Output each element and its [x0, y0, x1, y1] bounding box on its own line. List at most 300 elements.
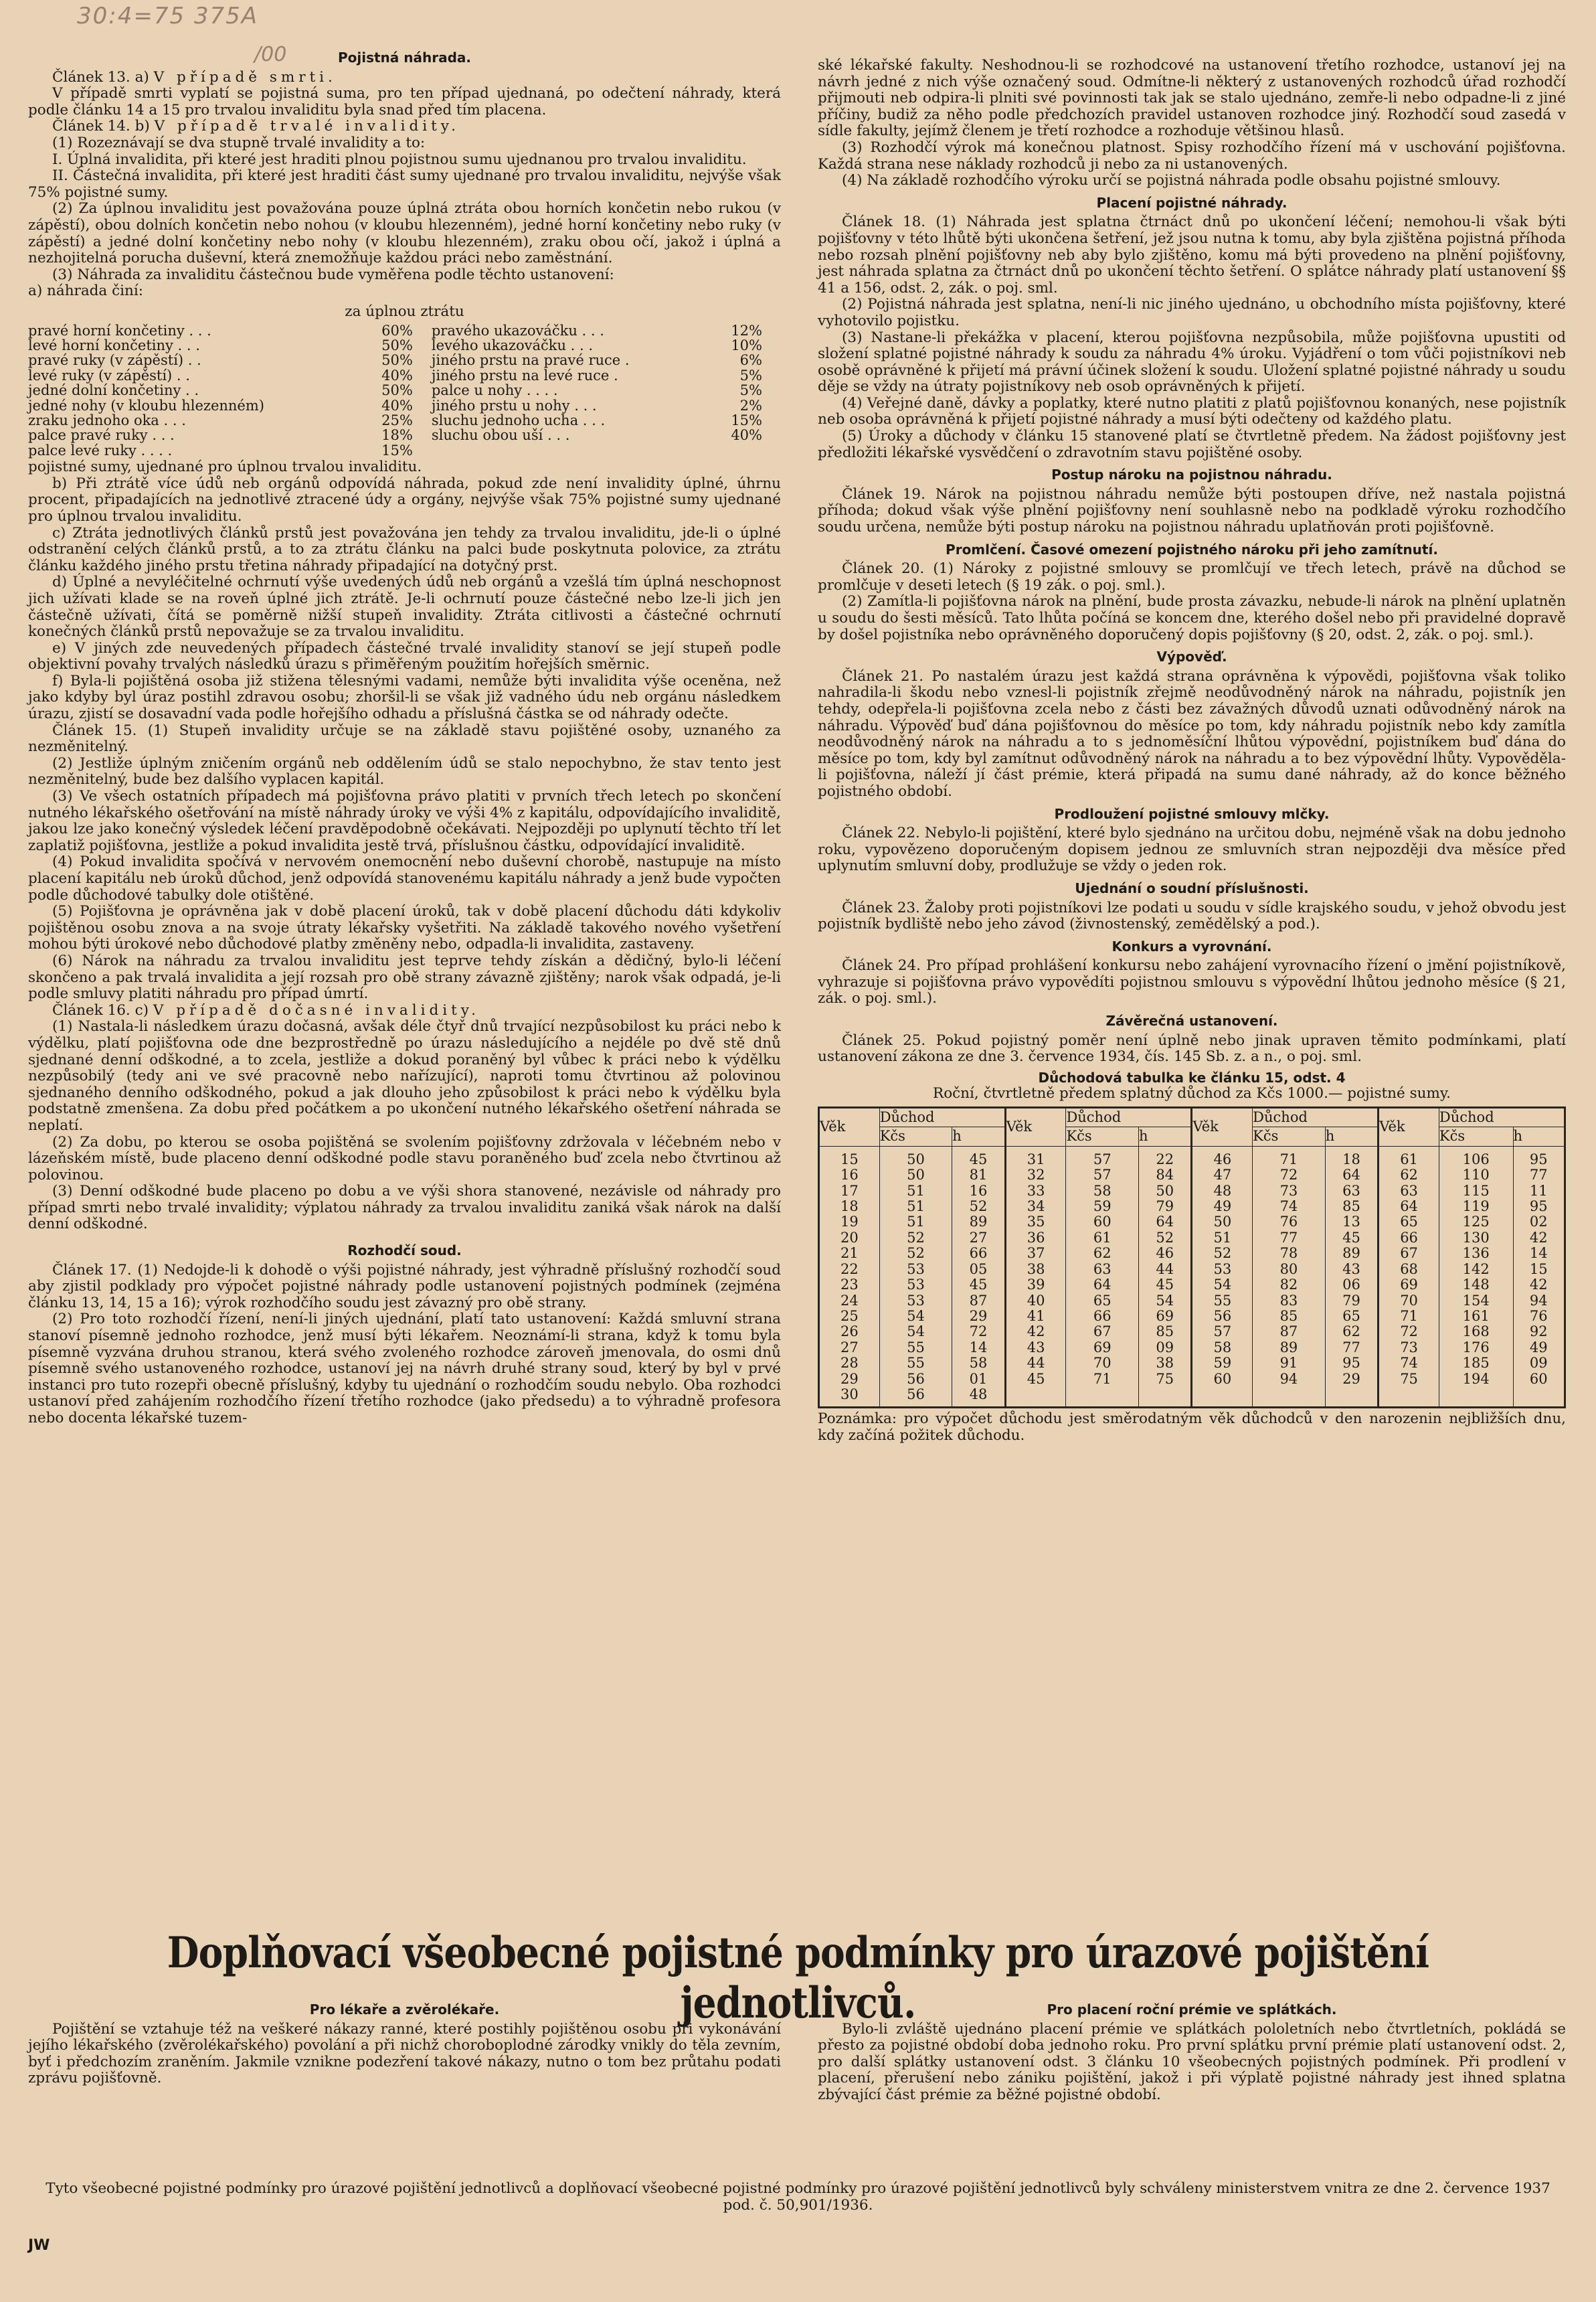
table-cell: 16 — [952, 1183, 1006, 1199]
paragraph: e) V jiných zde neuvedených případech částečné trvalé invalidity stanoví se její stupeň podle objektivní povahy trvalých následků úrazu s přiměřeným použitím hořejších směrnic. — [28, 639, 781, 673]
table-cell: 43 — [1325, 1262, 1379, 1277]
table-cell: 62 — [1379, 1167, 1439, 1183]
table-cell: 50 — [879, 1146, 952, 1167]
table-cell: 48 — [1192, 1183, 1253, 1199]
table-cell: 46 — [1192, 1146, 1253, 1167]
table-cell: 13 — [1325, 1214, 1379, 1230]
table-cell: 64 — [1138, 1214, 1192, 1230]
column-header-h: h — [1138, 1127, 1192, 1146]
table-cell: 41 — [1005, 1309, 1066, 1324]
table-cell: 51 — [879, 1199, 952, 1214]
section-heading: Pro placení roční prémie ve splátkách. — [1047, 2001, 1337, 2018]
table-cell: 22 — [1138, 1146, 1192, 1167]
table-cell: 57 — [1192, 1324, 1253, 1339]
table-cell — [1066, 1387, 1139, 1408]
table-cell: 161 — [1439, 1309, 1513, 1324]
table-cell: 94 — [1253, 1372, 1326, 1387]
section-heading: Pojistná náhrada. — [337, 50, 471, 66]
article-19: Článek 19. Nárok na pojistnou náhradu nemůže býti postoupen dříve, než nastala pojistná příhoda; dokud však výše plnění pojišťovny není souhlasně nebo na podkladě výroku rozhodčího soudu určena, nemůže býti postup nároku na pojistnou náhradu uplatňován proti pojišťovně. — [818, 485, 1566, 536]
table-cell: 54 — [879, 1324, 952, 1339]
paragraph: (4) Pokud invalidita spočívá v nervovém onemocnění nebo duševní chorobě, nastupuje na místo placení kapitálu neb úroků důchod, jenž odpovídá stanovenému kapitálu náhrady a jenž bude vypočten podle důchodové tabulky dole otištěné. — [28, 853, 781, 904]
table-cell: 44 — [1005, 1355, 1066, 1371]
table-cell: 24 — [819, 1293, 880, 1309]
table-cell: 69 — [1066, 1340, 1139, 1355]
table-cell: 45 — [1138, 1277, 1192, 1293]
table-cell: 14 — [952, 1340, 1006, 1355]
table-cell: 52 — [1138, 1230, 1192, 1246]
table-row: palce pravé ruky . . . 18% sluchu obou uší . . . 40% — [28, 427, 762, 444]
table-cell: 72 — [1379, 1324, 1439, 1339]
paragraph: (1) Nastala-li následkem úrazu dočasná, avšak déle čtyř dnů trvající nezpůsobilost ku práci nebo k výdělku, platí pojišťovna ode dne bezprostředně po úrazu následujícího a nejdéle po dvě stě dnů sjednané denní odškodné, a to zcela, jestliže a dokud poraněný byl vůbec k práci nebo k výdělku nezpůsobilý (tedy ani ve své pracovně nebo nařízující), naproti tomu čtvrtinou až polovinou sjednaného denního odškodného, pokud a jak dlouho jeho způsobilost k práci nebo k výdělku byla podstatně zmenšena. Za dobu před počátkem a po ukončení nutného lékařského ošetření náhrada se neplatí. — [28, 1018, 781, 1134]
table-cell: 36 — [1005, 1230, 1066, 1246]
right-column — [818, 58, 1566, 1445]
table-cell — [1513, 1387, 1565, 1408]
table-cell: 45 — [1325, 1230, 1379, 1246]
column-header-h: h — [1325, 1127, 1379, 1146]
table-cell: 67 — [1379, 1246, 1439, 1261]
table-cell: 20 — [819, 1230, 880, 1246]
table-cell: 22 — [819, 1262, 880, 1277]
table-cell: 168 — [1439, 1324, 1513, 1339]
table-row — [819, 1387, 1565, 1408]
paragraph: a) náhrada činí: — [28, 282, 143, 300]
table-cell: 54 — [1138, 1293, 1192, 1309]
column-header-age: Věk — [1379, 1108, 1439, 1147]
table-cell: 09 — [1513, 1355, 1565, 1371]
table-row — [819, 1146, 1565, 1167]
paragraph: Bylo-li zvláště ujednáno placení prémie ve splátkách pololetních nebo čtvrtletních, pokládá se přesto za pojistné období doba jednoho roku. Pro první splátku první prémie platí ustanovení odst. 2, pro další splátky ustanovení odst. 3 článku 10 všeobecných pojistných podmínek. Při prodlení v placení, přerušení nebo zániku pojištění, jakož i při výplatě pojistné náhrady jest ihned splatna zbývající část prémie za běžné pojistné období. — [818, 2020, 1566, 2103]
table-cell — [1138, 1387, 1192, 1408]
approval-footer: Tyto všeobecné pojistné podmínky pro úrazové pojištění jednotlivců a doplňovací všeobecné pojistné podmínky pro úrazové pojištění jednotlivců byly schváleny ministerstvem vnitra ze dne 2. července 1937 pod. č. 50,901/1936. — [46, 2180, 1550, 2214]
table-cell: 77 — [1325, 1340, 1379, 1355]
table-row — [819, 1324, 1565, 1339]
table-cell: 53 — [879, 1293, 952, 1309]
annuity-table-subtitle: Roční, čtvrtletně předem splatný důchod za Kčs 1000.— pojistné sumy. — [933, 1085, 1451, 1102]
table-cell: 38 — [1005, 1262, 1066, 1277]
table-cell: 69 — [1138, 1309, 1192, 1324]
table-cell: 60 — [1066, 1214, 1139, 1230]
article-24: Článek 24. Pro případ prohlášení konkursu nebo zahájení vyrovnacího řízení o jmění pojistníkově, vyhrazuje si pojišťovna právo vypovědíti pojistnou smlouvu s výpovědní lhůtou jednoho měsíce (§ 21, zák. o poj. sml.). — [818, 957, 1566, 1007]
table-cell: 53 — [879, 1277, 952, 1293]
table-cell: 58 — [1066, 1183, 1139, 1199]
table-cell: 74 — [1379, 1355, 1439, 1371]
table-cell: 63 — [1066, 1262, 1139, 1277]
article-21: Článek 21. Po nastalém úrazu jest každá strana oprávněna k výpovědi, pojišťovna však toliko nahradila-li škodu nebo vznesl-li pojistník zřejmě neodůvodněný nárok na náhradu, pojistník jen tehdy, odepřela-li pojišťovna zcela nebo z části bez závažných důvodů uznati odůvodněný nárok na náhradu. Výpověď buď dána pojišťovnou do měsíce po tom, kdy náhradu pojistník nebo kdy zamítla neodůvodněný nárok na náhradu a to s jednoměsíční lhůtou výpovědní, pojistníkem buď dána do měsíce po tom, kdy byl zamítnut odůvodněný nárok na náhradu a to bez výpovědní lhůty. Vypověděla-li pojišťovna, náleží jí část prémie, která připadá na sumu dané náhrady, až do konce běžného pojistného období. — [818, 667, 1566, 800]
table-cell: 58 — [952, 1355, 1006, 1371]
table-row: jedné dolní končetiny . . 50% palce u nohy . . . . 5% — [28, 382, 762, 399]
table-cell: 52 — [952, 1199, 1006, 1214]
column-header-annuity: Důchod — [1253, 1108, 1379, 1127]
table-cell: 43 — [1005, 1340, 1066, 1355]
table-cell: 52 — [879, 1246, 952, 1261]
table-cell: 92 — [1513, 1324, 1565, 1339]
table-cell: 71 — [1253, 1146, 1326, 1167]
table-cell: 45 — [952, 1277, 1006, 1293]
table-cell: 77 — [1513, 1167, 1565, 1183]
table-cell: 66 — [1379, 1230, 1439, 1246]
table-row — [819, 1293, 1565, 1309]
table-cell: 154 — [1439, 1293, 1513, 1309]
table-cell: 14 — [1513, 1246, 1565, 1261]
table-cell: 47 — [1192, 1167, 1253, 1183]
table-cell: 69 — [1379, 1277, 1439, 1293]
article-14: Článek 14. b) V případě trvalé invalidity. — [52, 118, 460, 135]
paragraph: d) Úplné a nevyléčitelné ochrnutí výše uvedených údů neb orgánů a vzešlá tím úplná neschopnost jich užívati klade se na roveň úplné jich ztrátě. Je-li ochrnutí pouze částečné nebo lze-li jich jen částečně užívati, čítá se poměrně nižší stupeň invalidity. Ztráta citlivosti a částečné ochrnutí konečných článků prstů nepovažuje se za trvalou invaliditu. — [28, 574, 781, 641]
table-row: zraku jednoho oka . . . 25% sluchu jednoho ucha . . . 15% — [28, 412, 762, 428]
table-cell: 74 — [1253, 1199, 1326, 1214]
table-cell: 115 — [1439, 1183, 1513, 1199]
table-cell: 53 — [879, 1262, 952, 1277]
table-cell: 51 — [879, 1183, 952, 1199]
paragraph: (2) Zamítla-li pojišťovna nárok na plnění, bude prosta závazku, nebude-li nárok na plnění uplatněn u soudu do šesti měsíců. Tato lhůta počíná se koncem dne, kterého došel nebo při pravidelné dopravě by došel pojistníka nebo oprávněného doporučený dopis pojišťovny (§ 20, odst. 2, zák. o poj. sml.). — [818, 593, 1566, 643]
table-cell: 67 — [1066, 1324, 1139, 1339]
table-cell: 40 — [1005, 1293, 1066, 1309]
table-cell: 60 — [1513, 1372, 1565, 1387]
table-row — [819, 1262, 1565, 1277]
annuity-table-title: Důchodová tabulka ke článku 15, odst. 4 — [1038, 1069, 1346, 1086]
article-25: Článek 25. Pokud pojistný poměr není úplně nebo jinak upraven těmito podmínkami, platí ustanovení zákona ze dne 3. července 1934, čís. 145 Sb. z. a n., o poj. sml. — [818, 1032, 1566, 1066]
annuity-table — [818, 1106, 1566, 1408]
table-cell: 33 — [1005, 1183, 1066, 1199]
table-cell: 45 — [952, 1146, 1006, 1167]
paragraph: (4) Veřejné daně, dávky a poplatky, které nutno platiti z platů pojišťovnou konaných, nese pojistník neb osoba oprávněná k přijetí pojistné náhrady a musí býti odečteny od každého platu. — [818, 394, 1566, 428]
column-header-annuity: Důchod — [1066, 1108, 1192, 1127]
table-cell: 46 — [1138, 1246, 1192, 1261]
table-cell: 89 — [1325, 1246, 1379, 1261]
table-cell: 29 — [1325, 1372, 1379, 1387]
table-cell: 87 — [1253, 1324, 1326, 1339]
table-cell: 52 — [879, 1230, 952, 1246]
table-row — [819, 1277, 1565, 1293]
supplement-right — [818, 1996, 1566, 2104]
section-heading: Konkurs a vyrovnání. — [1112, 938, 1272, 955]
table-cell: 85 — [1253, 1309, 1326, 1324]
table-cell: 54 — [1192, 1277, 1253, 1293]
table-row — [819, 1183, 1565, 1199]
table-cell: 61 — [1379, 1146, 1439, 1167]
table-cell: 75 — [1138, 1372, 1192, 1387]
table-cell: 83 — [1253, 1293, 1326, 1309]
table-cell: 60 — [1192, 1372, 1253, 1387]
table-cell: 50 — [1192, 1214, 1253, 1230]
table-cell: 176 — [1439, 1340, 1513, 1355]
table-cell: 27 — [819, 1340, 880, 1355]
table-row: jedné nohy (v kloubu hlezenném) 40% jiného prstu u nohy . . . 2% — [28, 397, 762, 414]
supplement-title: Doplňovací všeobecné pojistné podmínky pro úrazové pojištění jednotlivců. — [167, 1928, 1429, 2028]
column-header-kcs: Kčs — [1253, 1127, 1326, 1146]
table-cell: 09 — [1138, 1340, 1192, 1355]
section-heading: Placení pojistné náhrady. — [1096, 194, 1288, 211]
table-cell: 17 — [819, 1183, 880, 1199]
column-header-age: Věk — [1005, 1108, 1066, 1147]
table-cell: 61 — [1066, 1230, 1139, 1246]
table-cell: 64 — [1325, 1167, 1379, 1183]
table-cell: 53 — [1192, 1262, 1253, 1277]
table-cell: 85 — [1325, 1199, 1379, 1214]
table-cell: 38 — [1138, 1355, 1192, 1371]
table-cell: 62 — [1325, 1324, 1379, 1339]
table-cell: 56 — [879, 1387, 952, 1408]
article-20: Článek 20. (1) Nároky z pojistné smlouvy se promlčují ve třech letech, právě na důchod se promlčuje v deseti letech (§ 19 zák. o poj. sml.). — [818, 560, 1566, 594]
paragraph: (3) Denní odškodné bude placeno po dobu a ve výši shora stanovené, nezávisle od náhrady pro případ smrti nebo trvalé invalidity; výplatou náhrady za trvalou invaliditu zaniká však nárok na další denní odškodné. — [28, 1183, 781, 1233]
table-cell — [1439, 1387, 1513, 1408]
paragraph: (2) Jestliže úplným zničením orgánů neb oddělením údů se stalo nepochybno, že stav tento jest nezměnitelný, bude bez dalšího vyplacen kapitál. — [28, 754, 781, 789]
table-cell: 77 — [1253, 1230, 1326, 1246]
table-row — [819, 1372, 1565, 1387]
table-cell: 59 — [1192, 1355, 1253, 1371]
table-cell — [1253, 1387, 1326, 1408]
table-cell: 65 — [1379, 1214, 1439, 1230]
section-heading: Závěrečná ustanovení. — [1105, 1013, 1278, 1030]
table-row — [819, 1214, 1565, 1230]
table-cell: 19 — [819, 1214, 880, 1230]
table-cell: 49 — [1513, 1340, 1565, 1355]
section-heading: Rozhodčí soud. — [347, 1242, 462, 1259]
paragraph: I. Úplná invalidita, při které jest hraditi plnou pojistnou sumu ujednanou pro trvalou invaliditu. — [52, 151, 747, 168]
table-row: palce levé ruky . . . . 15% — [28, 442, 413, 459]
table-cell: 63 — [1379, 1183, 1439, 1199]
table-cell: 15 — [1513, 1262, 1565, 1277]
table-cell: 148 — [1439, 1277, 1513, 1293]
table-cell: 71 — [1379, 1309, 1439, 1324]
column-header-age: Věk — [819, 1108, 880, 1147]
table-cell: 62 — [1066, 1246, 1139, 1261]
paragraph: (3) Ve všech ostatních případech má pojišťovna právo platiti v prvních třech letech po skončení nutného lékařského ošetřování na místě náhrady úroky ve výši 4% z kapitálu, odpovídajícího invaliditě, jakou lze jako konečný výsledek léčení pravděpodobně očekávati. Nejpozději po uplynutí těchto tří let zaplatiž pojišťovna, jestliže a pokud invalidita jestě trvá, příslušnou částku, odpovídající invaliditě. — [28, 788, 781, 854]
column-header-annuity: Důchod — [879, 1108, 1005, 1127]
paragraph: f) Byla-li pojištěná osoba již stižena tělesnými vadami, nemůže býti invalidita výše oceněna, než jako kdyby byl úraz postihl zdravou osobu; zhoršil-li se však již vadného údu neb orgánu následkem úrazu, zjistí se dosavadní vada podle hořejšího odhadu a příslušná částka se od náhrady odečte. — [28, 672, 781, 723]
table-cell: 52 — [1192, 1246, 1253, 1261]
table-cell: 18 — [819, 1199, 880, 1214]
table-cell: 55 — [879, 1340, 952, 1355]
table-cell — [1192, 1387, 1253, 1408]
paragraph: (3) Nastane-li překážka v placení, kterou pojišťovna nezpůsobila, může pojišťovna upustiti od složení splatné pojistné náhrady k soudu za náhradu 4% úroku. Vyjádření o tom vůči pojistníkovi neb osobě oprávněné k přijetí má právní účinek složení k soudu. Uložení splatné pojistné náhrady u soudu děje se vždy na útraty pojistníkovy neb osob oprávněných k přijetí. — [818, 329, 1566, 396]
table-cell: 16 — [819, 1167, 880, 1183]
table-cell: 66 — [1066, 1309, 1139, 1324]
section-heading: Ujednání o soudní příslušnosti. — [1075, 880, 1309, 896]
table-cell: 194 — [1439, 1372, 1513, 1387]
table-cell: 37 — [1005, 1246, 1066, 1261]
table-cell: 76 — [1253, 1214, 1326, 1230]
article-15: Článek 15. (1) Stupeň invalidity určuje se na základě stavu pojištěné osoby, uznaného za nezměnitelný. — [28, 722, 781, 756]
paragraph: (4) Na základě rozhodčího výroku určí se pojistná náhrada podle obsahu pojistné smlouvy. — [842, 172, 1501, 189]
table-cell: 25 — [819, 1309, 880, 1324]
table-cell: 136 — [1439, 1246, 1513, 1261]
table-cell: 64 — [1066, 1277, 1139, 1293]
table-cell: 58 — [1192, 1340, 1253, 1355]
table-cell: 75 — [1379, 1372, 1439, 1387]
table-cell: 130 — [1439, 1230, 1513, 1246]
table-cell: 56 — [1192, 1309, 1253, 1324]
table-cell: 28 — [819, 1355, 880, 1371]
table-cell: 01 — [952, 1372, 1006, 1387]
table-row: pravé ruky (v zápěstí) . . 50% jiného prstu na pravé ruce . 6% — [28, 352, 762, 369]
table-cell: 29 — [819, 1372, 880, 1387]
table-cell: 39 — [1005, 1277, 1066, 1293]
table-cell: 30 — [819, 1387, 880, 1408]
table-cell: 66 — [952, 1246, 1006, 1261]
table-row — [819, 1167, 1565, 1183]
table-cell: 56 — [879, 1372, 952, 1387]
table-cell: 110 — [1439, 1167, 1513, 1183]
table-cell: 65 — [1325, 1309, 1379, 1324]
table-row — [819, 1309, 1565, 1324]
table-cell: 42 — [1513, 1230, 1565, 1246]
table-cell: 55 — [879, 1355, 952, 1371]
table-cell: 72 — [952, 1324, 1006, 1339]
table-cell: 78 — [1253, 1246, 1326, 1261]
table-cell: 21 — [819, 1246, 880, 1261]
table-cell: 95 — [1513, 1199, 1565, 1214]
table-cell: 42 — [1513, 1277, 1565, 1293]
table-cell: 26 — [819, 1324, 880, 1339]
article-16: Článek 16. c) V případě dočasné invalidity. — [52, 1001, 480, 1019]
column-header-h: h — [952, 1127, 1006, 1146]
section-heading: Výpověď. — [1156, 649, 1227, 665]
table-cell: 89 — [1253, 1340, 1326, 1355]
table-cell: 57 — [1066, 1167, 1139, 1183]
table-cell: 02 — [1513, 1214, 1565, 1230]
paragraph: (3) Rozhodčí výrok má konečnou platnost. Spisy rozhodčího řízení má v uschování pojišťovna. Každá strana nese náklady rozhodců ji nebo za ni ustanovených. — [818, 139, 1566, 173]
column-header-kcs: Kčs — [879, 1127, 952, 1146]
table-cell: 72 — [1253, 1167, 1326, 1183]
table-cell: 50 — [1138, 1183, 1192, 1199]
paragraph: V případě smrti vyplatí se pojistná suma, pro ten případ ujednaná, po odečtení náhrady, která podle článku 14 a 15 pro trvalou invaliditu byla snad před tím placena. — [28, 85, 781, 118]
table-cell: 79 — [1325, 1293, 1379, 1309]
table-cell: 48 — [952, 1387, 1006, 1408]
table-cell: 54 — [879, 1309, 952, 1324]
table-cell: 91 — [1253, 1355, 1326, 1371]
table-cell: 79 — [1138, 1199, 1192, 1214]
section-heading: Pro lékaře a zvěrolékaře. — [309, 2001, 500, 2018]
table-cell: 84 — [1138, 1167, 1192, 1183]
table-cell: 05 — [952, 1262, 1006, 1277]
table-row — [819, 1246, 1565, 1261]
table-cell: 59 — [1066, 1199, 1139, 1214]
section-heading: Prodloužení pojistné smlouvy mlčky. — [1054, 805, 1330, 822]
paragraph: II. Částečná invalidita, při které jest hraditi část sumy ujednané pro trvalou invaliditu, nejvýše však 75% pojistné sumy. — [28, 167, 781, 201]
handwritten-note: 30:4=75 375A — [77, 3, 259, 29]
table-cell: 89 — [952, 1214, 1006, 1230]
article-22: Článek 22. Nebylo-li pojištění, které bylo sjednáno na určitou dobu, nejméně však na dobu jednoho roku, vypovězeno doporučeným dopisem jednou ze smluvních stran nejpozději dva měsíce před uplynutím smluvní doby, prodlužuje se vždy o jeden rok. — [818, 825, 1566, 875]
paragraph: (5) Pojišťovna je oprávněna jak v době placení úroků, tak v době placení důchodu dáti kdykoliv pojištěnou osobu znova a na svoje útraty lékařsky vyšetřiti. Na základě takového nového vyšetření mohou býti úrokové nebo důchodové platby změněny nebo, odpadla-li invalidita, zastaveny. — [28, 903, 781, 953]
table-cell: 71 — [1066, 1372, 1139, 1387]
table-cell: 142 — [1439, 1262, 1513, 1277]
table-row: levé ruky (v zápěstí) . . 40% jiného prstu na levé ruce . 5% — [28, 367, 762, 384]
table-cell: 106 — [1439, 1146, 1513, 1167]
invalidity-rates-table — [28, 323, 781, 459]
table-cell: 95 — [1325, 1355, 1379, 1371]
table-cell: 70 — [1379, 1293, 1439, 1309]
section-heading: Postup nároku na pojistnou náhradu. — [1051, 467, 1332, 483]
table-cell: 63 — [1325, 1183, 1379, 1199]
left-column — [28, 44, 781, 1427]
table-cell: 23 — [819, 1277, 880, 1293]
paragraph: (2) Pro toto rozhodčí řízení, není-li jiných ujednání, platí tato ustanovení: Každá smluvní strana stanoví písemně jednoho rozhodce, jenž musí býti lékařem. Neoznámí-li strana, když k tomu byla písemně vyzvána druhou stranou, která svého zvoleného rozhodce zároveň jmenovala, do osmi dnů písemně svého ustanoveného rozhodce, ustanoví jej na návrh druhé strany soud, který by byl v prvé instanci pro tuto rozepři obecně příslušný, kdyby tu ujednání o rozhodčím soudu nebylo. Oba rozhodci ustanoví před zahájením rozhodčího řízení třetího rozhodce (jako předsedu) a to výhradně profesora nebo docenta lékařské tuzem- — [28, 1311, 781, 1426]
paragraph: (5) Úroky a důchody v článku 15 stanovené platí se čtvrtletně předem. Na žádost pojišťovny jest předložiti lékařské vysvědčení o zdravotním stavu pojištěné osoby. — [818, 428, 1566, 461]
handwritten-note-2: /00 — [254, 43, 287, 66]
table-cell: 51 — [879, 1214, 952, 1230]
column-header-age: Věk — [1192, 1108, 1253, 1147]
article-18: Článek 18. (1) Náhrada jest splatna čtrnáct dnů po ukončení léčení; nemohou-li však býti pojišťovny v této lhůtě býti ukončena šetření, jež jsou nutna k tomu, aby byla zjištěna pojistná příhoda nebo rozsah plnění pojišťovny neb aby bylo zjištěno, komu má býti provedeno na plnění pojišťovny, jest náhrada splatna za čtrnáct dnů po ukončení těchto šetření. O splátce náhrady platí ustanovení §§ 41 a 156, odst. 2, zák. o poj. sml. — [818, 214, 1566, 297]
paragraph: b) Při ztrátě více údů neb orgánů odpovídá náhrada, pokud zde není invalidity úplné, úhrnu procent, připadajících na jednotlivé ztracené údy a orgány, nejvýše však 75% pojistné sumy ujednané pro úplnou trvalou invaliditu. — [28, 475, 781, 525]
table-cell: 85 — [1138, 1324, 1192, 1339]
table-cell: 06 — [1325, 1277, 1379, 1293]
article-17: Článek 17. (1) Nedojde-li k dohodě o výši pojistné náhrady, jest výhradně příslušný rozhodčí soud aby zjistil podklady pro výpočet pojistné náhrady podle ustanovení pojistných podmínek (zejména článku 13, 14, 15 a 16); výrok rozhodčího soudu jest závazný pro obě strany. — [28, 1261, 781, 1311]
table-cell: 51 — [1192, 1230, 1253, 1246]
table-cell: 55 — [1192, 1293, 1253, 1309]
table-cell: 35 — [1005, 1214, 1066, 1230]
table-row — [819, 1230, 1565, 1246]
table-row: pravé horní končetiny . . . 60% pravého ukazováčku . . . 12% — [28, 322, 762, 339]
table-cell — [1005, 1387, 1066, 1408]
column-header-h: h — [1513, 1127, 1565, 1146]
table-cell: 31 — [1005, 1146, 1066, 1167]
table-cell: 44 — [1138, 1262, 1192, 1277]
table-note: Poznámka: pro výpočet důchodu jest směrodatným věk důchodců v den narozenin nejbližších dnu, kdy začíná požitek důchodu. — [818, 1410, 1566, 1444]
table-cell: 95 — [1513, 1146, 1565, 1167]
section-heading: Promlčení. Časové omezení pojistného nároku při jeho zamítnutí. — [946, 541, 1438, 558]
table-cell: 29 — [952, 1309, 1006, 1324]
table-cell: 11 — [1513, 1183, 1565, 1199]
table-cell: 64 — [1379, 1199, 1439, 1214]
paragraph: (1) Rozeznávají se dva stupně trvalé invalidity a to: — [52, 134, 426, 151]
table-cell: 76 — [1513, 1309, 1565, 1324]
table-cell: 73 — [1253, 1183, 1326, 1199]
table-cell: 185 — [1439, 1355, 1513, 1371]
table-row — [819, 1340, 1565, 1355]
paragraph: c) Ztráta jednotlivých článků prstů jest považována jen tehdy za trvalou invaliditu, jde-li o úplné odstranění celých článků prstů, a to za ztrátu článku na palci bude poskytnuta polovice, za ztrátu článku každého jiného prstu třetina náhrady připadající na dotyčný prst. — [28, 524, 781, 574]
table-cell: 57 — [1066, 1146, 1139, 1167]
table-cell: 15 — [819, 1146, 880, 1167]
table-cell: 27 — [952, 1230, 1006, 1246]
column-header-kcs: Kčs — [1066, 1127, 1139, 1146]
table-cell: 32 — [1005, 1167, 1066, 1183]
supplement-left — [28, 1996, 781, 2087]
table-cell: 125 — [1439, 1214, 1513, 1230]
table-cell: 50 — [879, 1167, 952, 1183]
table-cell: 34 — [1005, 1199, 1066, 1214]
paragraph: (2) Za dobu, po kterou se osoba pojištěná se svolením pojišťovny zdržovala v léčebném nebo v lázeňském místě, bude placeno denní odškodné podle stavu poraněného buď zcela nebo čtvrtinou až polovinou. — [28, 1133, 781, 1183]
paragraph: ské lékařské fakulty. Neshodnou-li se rozhodcové na ustanovení třetího rozhodce, ustanoví jej na návrh jedné z nich výše označený soud. Odmítne-li některý z ustanovených rozhodců úřad rozhodčí přijmouti neb odpira-li plniti své povinnosti tak jak se stalo ujednáno, zemře-li nebo odpadne-li z jiné příčiny, budiž za něho podle předchozích pravidel ustanoven rozhodce jiný. Rozhodčí soud zasedá v sídle fakulty, jejímž členem je třetí rozhodce a rozhoduje většinou hlasů. — [818, 57, 1566, 140]
paragraph: pojistné sumy, ujednané pro úplnou trvalou invaliditu. — [28, 459, 422, 476]
table-cell: 87 — [952, 1293, 1006, 1309]
table-cell — [1325, 1387, 1379, 1408]
column-header-kcs: Kčs — [1439, 1127, 1513, 1146]
paragraph: (6) Nárok na náhradu za trvalou invaliditu jest teprve tehdy získán a dědičný, bylo-li léčení skončeno a pak trvalá invalidita a její rozsah pro obě strany závazně zjištěny; narok však odpadá, je-li podle smluvy platiti náhradu pro případ úmrtí. — [28, 952, 781, 1003]
paragraph: (2) Za úplnou invaliditu jest považována pouze úplná ztráta obou horních končetin nebo rukou (v zápěstí), obou dolních končetin nebo nohou (v kloubu hlezenném), jedné horní končetiny nebo ruky (v zápěstí) a jedné dolní končetiny nebo nohy (v kloubu hlezenném), zraku obou očí, jakož i úplná a nezhojitelná porucha duševní, která znemožňuje každou práci nebo zaměstnání. — [28, 200, 781, 267]
paragraph: (3) Náhrada za invaliditu částečnou bude vyměřena podle těchto ustanovení: — [52, 266, 614, 283]
table-cell: 68 — [1379, 1262, 1439, 1277]
printer-initials: JW — [28, 2237, 50, 2254]
article-23: Článek 23. Žaloby proti pojistníkovi lze podati u soudu v sídle krajského soudu, v jehož obvodu jest pojistník bydliště nebo jeho závod (živnostenský, zemědělský a pod.). — [818, 899, 1566, 933]
paragraph: Pojištění se vztahuje též na veškeré nákazy ranné, které postihly pojištěnou osobu při vykonávání jejího lékařského (zvěrolékařského) povolání a při nichž choroboplodné zárodky vnikly do těla zevním, byť i předchozím zraněním. Jakmile vznikne podezření takové nákazy, nutno o tom bez průtahu podati zprávu pojišťovně. — [28, 2020, 781, 2087]
table-row — [819, 1199, 1565, 1214]
table-cell: 42 — [1005, 1324, 1066, 1339]
table-cell: 73 — [1379, 1340, 1439, 1355]
article-13: Článek 13. a) V případě smrti. — [52, 68, 337, 86]
table-cell: 45 — [1005, 1372, 1066, 1387]
column-header-annuity: Důchod — [1439, 1108, 1565, 1127]
rates-heading: za úplnou ztrátu — [345, 303, 464, 320]
table-cell: 70 — [1066, 1355, 1139, 1371]
table-cell: 81 — [952, 1167, 1006, 1183]
table-cell: 94 — [1513, 1293, 1565, 1309]
table-cell: 80 — [1253, 1262, 1326, 1277]
annuity-table-body — [819, 1146, 1565, 1408]
paragraph: (2) Pojistná náhrada jest splatna, není-li nic jiného ujednáno, u obchodního místa pojišťovny, které vyhotovilo pojistku. — [818, 296, 1566, 329]
table-row: levé horní končetiny . . . 50% levého ukazováčku . . . 10% — [28, 337, 762, 353]
table-cell: 82 — [1253, 1277, 1326, 1293]
